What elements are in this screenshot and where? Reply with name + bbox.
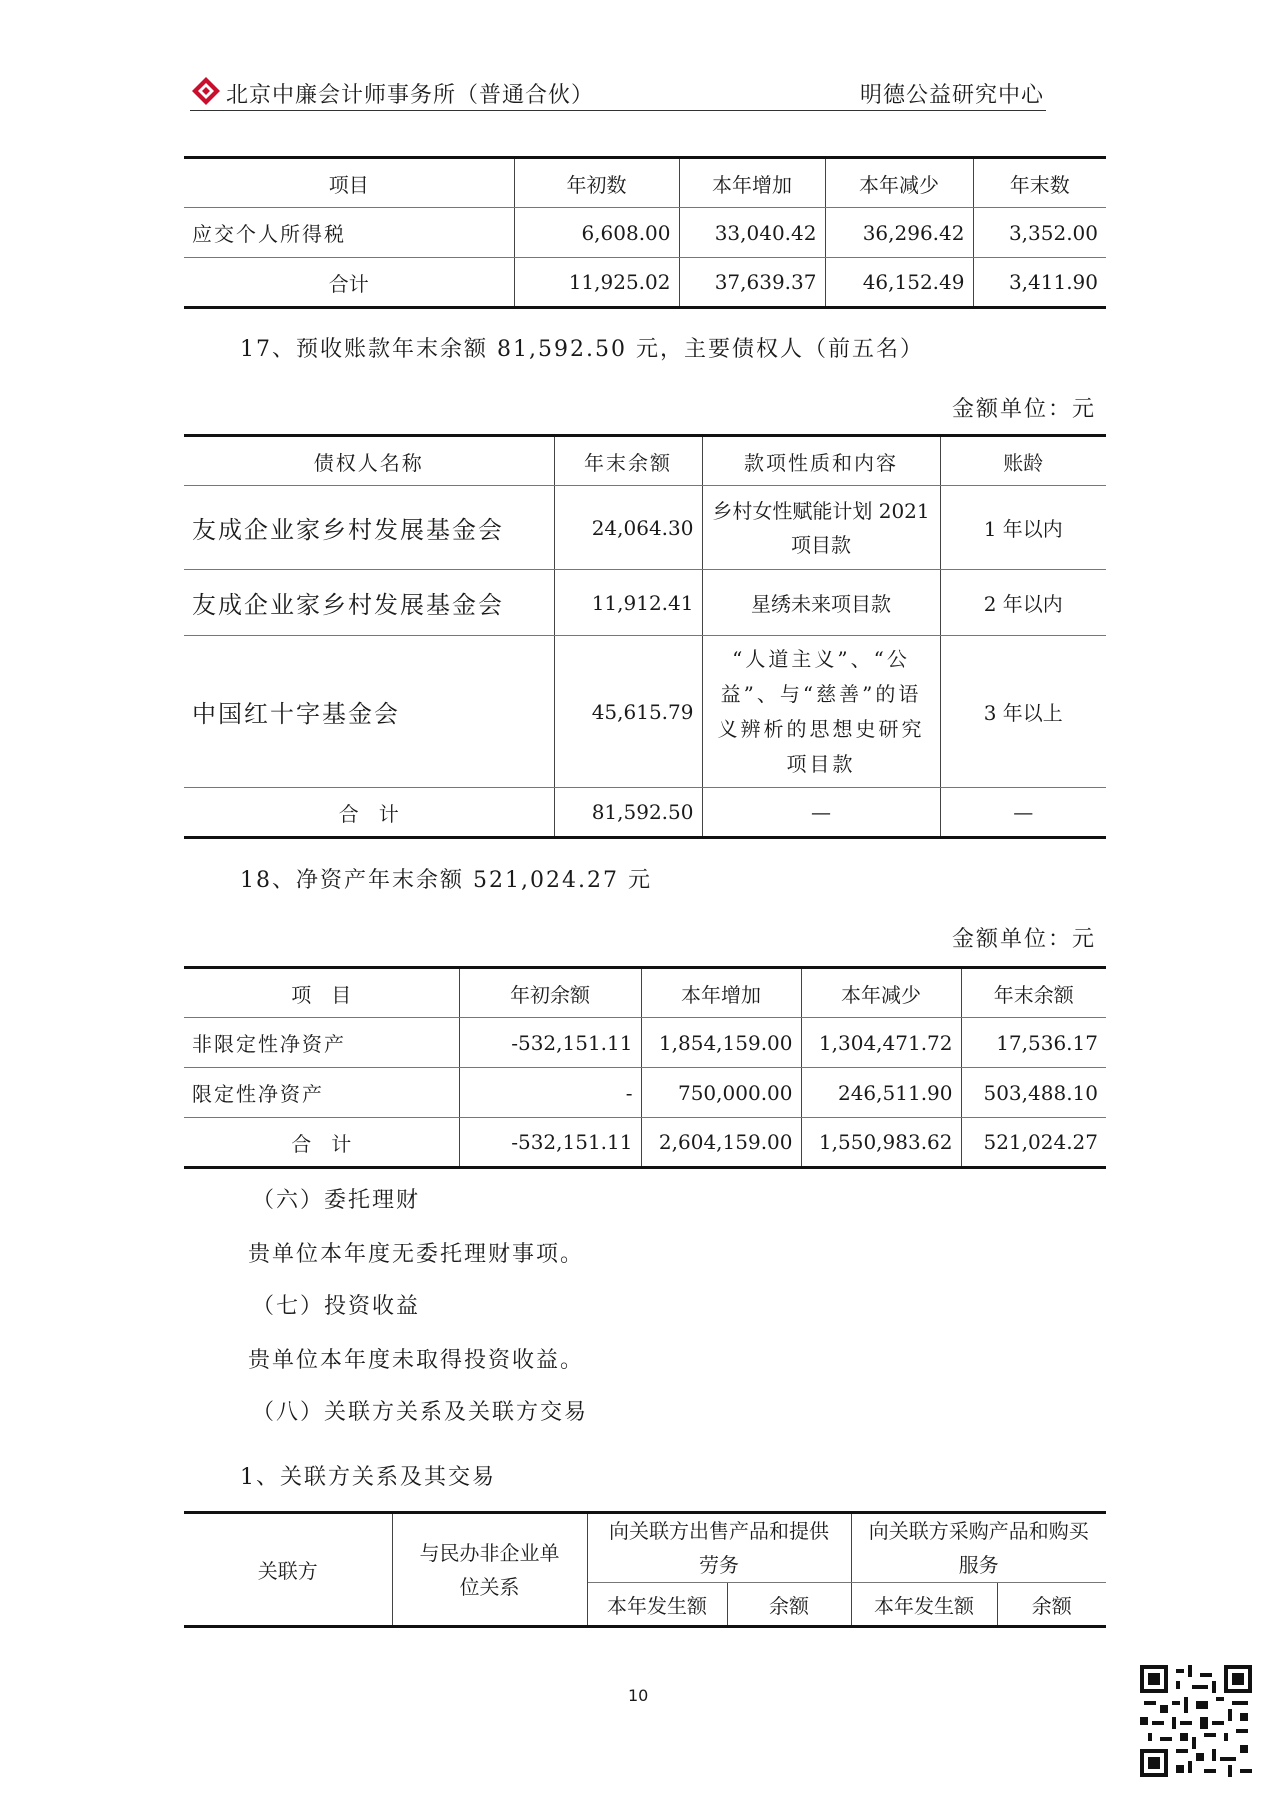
tax-header-decrease: 本年减少 [825, 158, 973, 208]
net-header-decrease: 本年减少 [801, 968, 961, 1018]
tax-header-item: 项目 [184, 158, 514, 208]
net-header-closing: 年末余额 [961, 968, 1106, 1018]
page-number: 10 [628, 1686, 649, 1705]
header-firm-name: 北京中廉会计师事务所（普通合伙） [226, 83, 595, 108]
section-8-subtitle: 1、关联方关系及其交易 [240, 1465, 496, 1490]
adv-header-creditor: 债权人名称 [184, 436, 554, 486]
net-header-opening: 年初余额 [459, 968, 641, 1018]
header-rule [190, 110, 1046, 111]
section-6-body: 贵单位本年度无委托理财事项。 [248, 1242, 585, 1267]
table-row-total: 合 计 -532,151.11 2,604,159.00 1,550,983.62 521,024.27 [184, 1118, 1106, 1168]
related-header-buy: 向关联方采购产品和购买服务 [851, 1513, 1106, 1583]
adv-header-nature: 款项性质和内容 [702, 436, 940, 486]
net-header-item: 项 目 [184, 968, 459, 1018]
tax-payable-table [184, 156, 1106, 309]
related-sub-buy-balance: 余额 [997, 1583, 1106, 1627]
section-18-unit: 金额单位：元 [951, 927, 1096, 952]
tax-header-closing: 年末数 [973, 158, 1106, 208]
qr-code-icon [1140, 1665, 1252, 1777]
table-row: 应交个人所得税 6,608.00 33,040.42 36,296.42 3,352.00 [184, 208, 1106, 258]
table-row: 友成企业家乡村发展基金会 24,064.30 乡村女性赋能计划 2021 项目款 1 年以内 [184, 486, 1106, 570]
tax-header-increase: 本年增加 [679, 158, 825, 208]
firm-logo-icon [191, 76, 221, 106]
header-client-name: 明德公益研究中心 [859, 83, 1044, 108]
section-17-unit: 金额单位：元 [951, 397, 1096, 422]
tax-header-opening: 年初数 [514, 158, 679, 208]
table-row: 中国红十字基金会 45,615.79 “人道主义”、“公益”、与“慈善”的语义辨析的思想史研究项目款 3 年以上 [184, 636, 1106, 788]
related-header-party: 关联方 [184, 1513, 392, 1627]
section-18-title: 18、净资产年末余额 521,024.27 元 [240, 868, 652, 893]
related-sub-sell-balance: 余额 [727, 1583, 851, 1627]
section-7-title: （七）投资收益 [252, 1294, 421, 1319]
table-row: 友成企业家乡村发展基金会 11,912.41 星绣未来项目款 2 年以内 [184, 570, 1106, 636]
adv-header-balance: 年末余额 [554, 436, 702, 486]
table-row: 非限定性净资产 -532,151.11 1,854,159.00 1,304,471.72 17,536.17 [184, 1018, 1106, 1068]
table-row: 限定性净资产 - 750,000.00 246,511.90 503,488.10 [184, 1068, 1106, 1118]
section-6-title: （六）委托理财 [252, 1188, 421, 1213]
net-assets-table [184, 966, 1106, 1169]
adv-header-aging: 账龄 [940, 436, 1106, 486]
section-17-title: 17、预收账款年末余额 81,592.50 元，主要债权人（前五名） [240, 337, 924, 362]
net-header-increase: 本年增加 [641, 968, 801, 1018]
advance-receipts-table [184, 434, 1106, 839]
related-header-sell: 向关联方出售产品和提供劳务 [587, 1513, 851, 1583]
related-sub-sell-amount: 本年发生额 [587, 1583, 727, 1627]
related-header-relation: 与民办非企业单位关系 [392, 1513, 587, 1627]
related-sub-buy-amount: 本年发生额 [851, 1583, 997, 1627]
section-8-title: （八）关联方关系及关联方交易 [252, 1400, 589, 1425]
section-7-body: 贵单位本年度未取得投资收益。 [248, 1348, 585, 1373]
related-party-table [184, 1511, 1106, 1628]
table-row-total: 合 计 81,592.50 — — [184, 788, 1106, 838]
table-row-total: 合计 11,925.02 37,639.37 46,152.49 3,411.90 [184, 258, 1106, 308]
